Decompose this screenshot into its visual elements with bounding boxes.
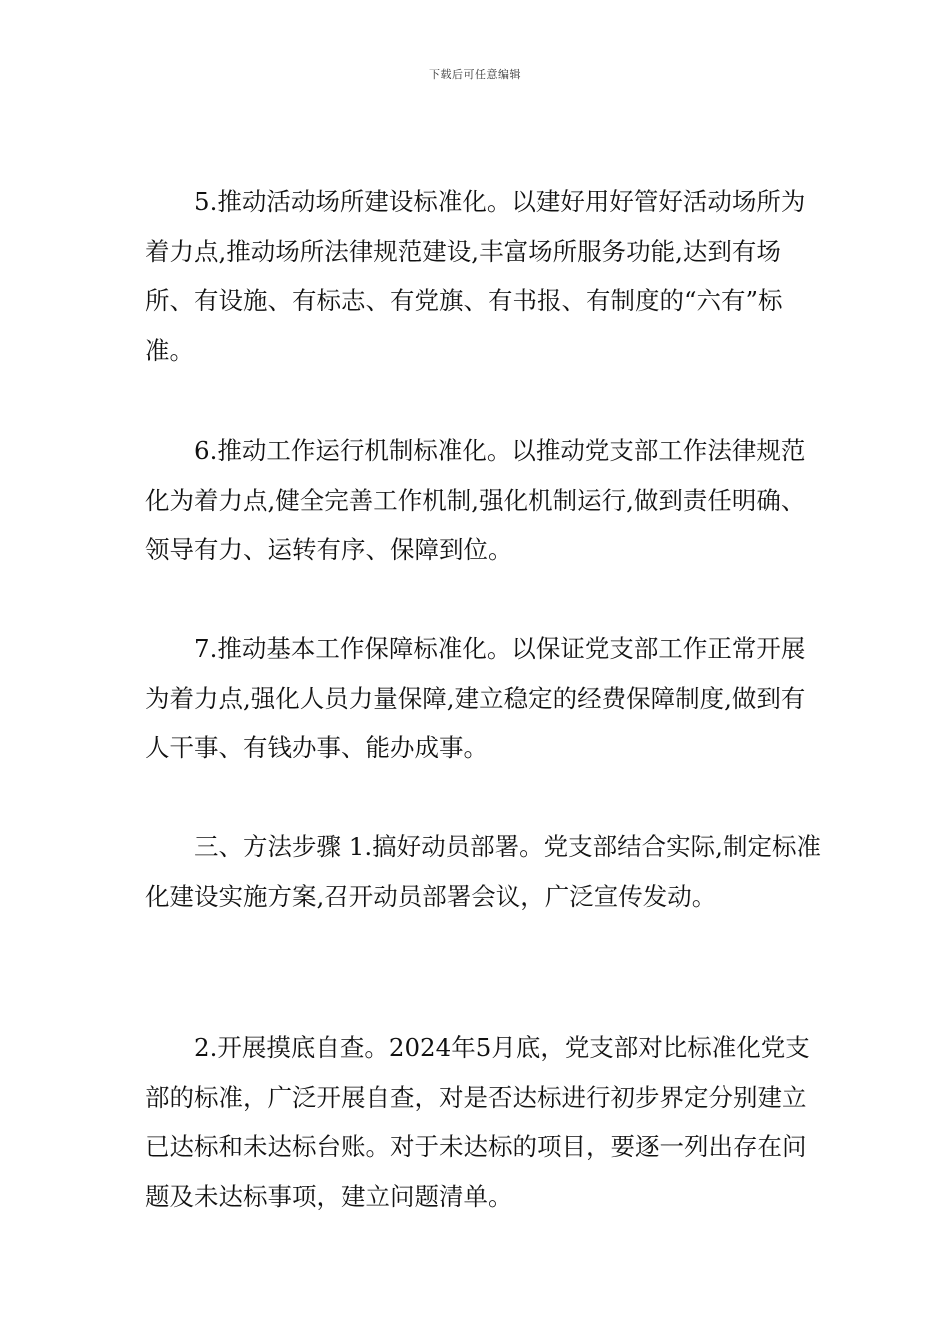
paragraph-self-inspection: 2.开展摸底自查。2024年5月底，党支部对比标准化党支部的标准，广泛开展自查，对是否达标进行初步界定分别建立已达标和未达标台账。对于未达标的项目，要逐一列出存在问题及未达标事项，建立问题清单。 <box>145 1033 810 1211</box>
page-header: 下载后可任意编辑 <box>429 68 521 81</box>
paragraph-activity-venue-standardization: 5.推动活动场所建设标准化。以建好用好管好活动场所为着力点,推动场所法律规范建设,丰富场所服务功能,达到有场所、有设施、有标志、有党旗、有书报、有制度的“六有”标准。 <box>145 187 806 365</box>
paragraph-method-steps-mobilization: 三、方法步骤 1.搞好动员部署。党支部结合实际,制定标准化建设实施方案,召开动员部署会议，广泛宣传发动。 <box>145 832 821 911</box>
paragraph-work-guarantee-standardization: 7.推动基本工作保障标准化。以保证党支部工作正常开展为着力点,强化人员力量保障,建立稳定的经费保障制度,做到有人干事、有钱办事、能办成事。 <box>145 634 806 762</box>
paragraph-work-mechanism-standardization: 6.推动工作运行机制标准化。以推动党支部工作法律规范化为着力点,健全完善工作机制,强化机制运行,做到责任明确、领导有力、运转有序、保障到位。 <box>145 436 806 564</box>
